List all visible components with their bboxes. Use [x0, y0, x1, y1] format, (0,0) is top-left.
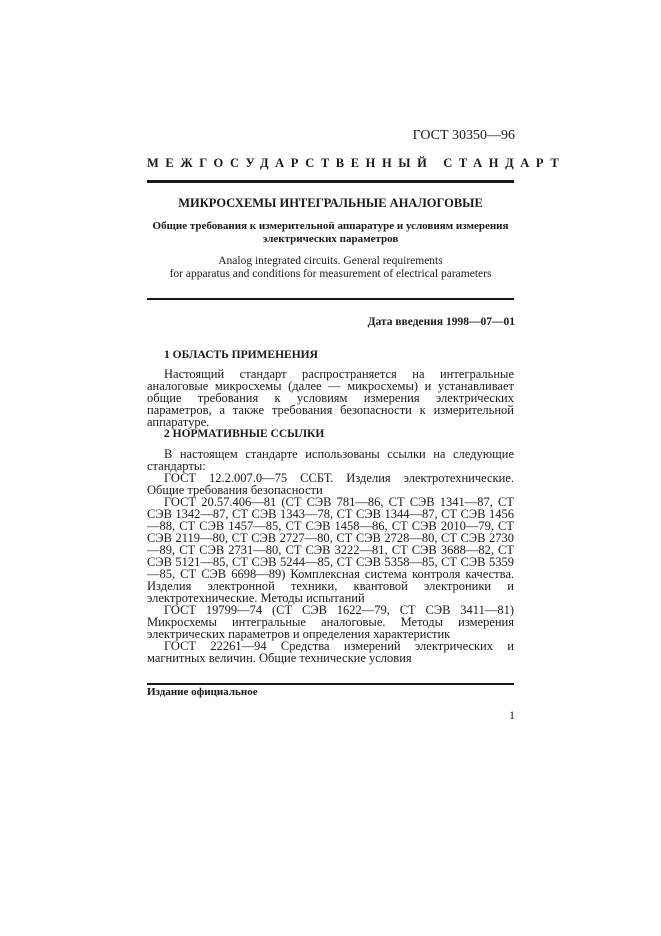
reference-item: ГОСТ 19799—74 (СТ СЭВ 1622—79, СТ СЭВ 3411—81) Микросхемы интегральные аналоговые. Методы измерения электрических параметров и определения характеристик: [147, 603, 514, 641]
section-2-heading: 2 НОРМАТИВНЫЕ ССЫЛКИ: [164, 428, 325, 440]
introduction-date: Дата введения 1998—07—01: [367, 316, 515, 328]
section-2-intro: В настоящем стандарте использованы ссылки на следующие стандарты:: [147, 447, 514, 473]
section-1-paragraph: Настоящий стандарт распространяется на интегральные аналоговые микросхемы (далее — микросхемы) и устанавливает общие требования к условиям измерения электрических параметров, а также требования безопасности к измерительной аппаратуре.: [147, 367, 514, 429]
english-title-line-1: Analog integrated circuits. General requirements: [218, 255, 443, 267]
header-divider: [147, 180, 514, 183]
subtitle-line-1: Общие требования к измерительной аппаратуре и условиям измерения: [152, 220, 509, 232]
english-title-line-2: for apparatus and conditions for measurement of electrical parameters: [169, 268, 492, 280]
interstate-standard-label: МЕЖГОСУДАРСТВЕННЫЙ СТАНДАРТ: [147, 156, 566, 170]
gost-code: ГОСТ 30350—96: [412, 128, 515, 143]
edition-label: Издание официальное: [147, 686, 258, 698]
page-number: 1: [509, 708, 515, 722]
reference-item: ГОСТ 12.2.007.0—75 ССБТ. Изделия электротехнические. Общие требования безопасности: [147, 471, 514, 497]
reference-item: ГОСТ 20.57.406—81 (СТ СЭВ 781—86, СТ СЭВ 1341—87, СТ СЭВ 1342—87, СТ СЭВ 1343—78, СТ СЭВ 1344—87, СТ СЭВ 1456—88, СТ СЭВ 1457—85, СТ СЭВ 1458—86, СТ СЭВ 2010—79, СТ СЭВ 2119—80, СТ СЭВ 2727—80, СТ СЭВ 2728—80, СТ СЭВ 2730—89, СТ СЭВ 2731—80, СТ СЭВ 3222—81, СТ СЭВ 3688—82, СТ СЭВ 5121—85, СТ СЭВ 5244—85, СТ СЭВ 5358—85, СТ СЭВ 5359—85, СТ СЭВ 6698—89) Комплексная система контроля качества. Изделия электронной техники, квантовой электроники и электротехнические. Методы испытаний: [147, 495, 514, 605]
reference-item: ГОСТ 22261—94 Средства измерений электрических и магнитных величин. Общие технические условия: [147, 639, 514, 665]
section-1-body: [147, 368, 514, 428]
section-1-heading: 1 ОБЛАСТЬ ПРИМЕНЕНИЯ: [164, 349, 318, 361]
english-title: [147, 255, 514, 281]
document-subtitle: [147, 220, 514, 246]
footer-divider: [147, 683, 514, 685]
subtitle-line-2: электрических параметров: [262, 233, 399, 245]
title-divider: [147, 298, 514, 300]
document-title: МИКРОСХЕМЫ ИНТЕГРАЛЬНЫЕ АНАЛОГОВЫЕ: [178, 196, 483, 210]
section-2-body: [147, 448, 514, 664]
